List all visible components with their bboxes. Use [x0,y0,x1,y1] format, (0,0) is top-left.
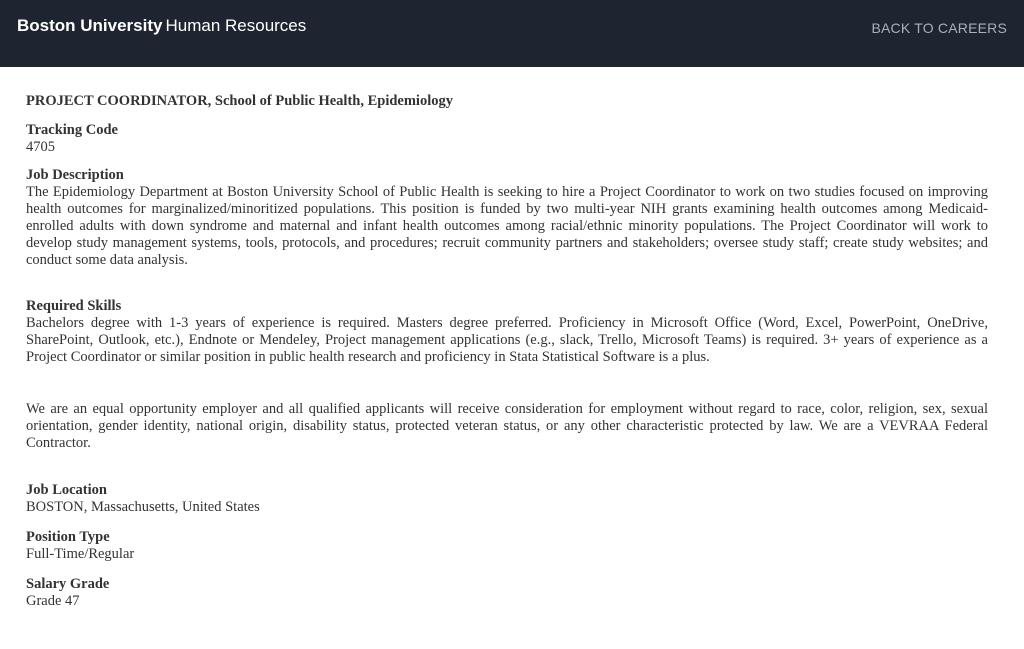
job-posting [26,92,988,610]
position-type-value: Full-Time/Regular [26,546,135,562]
job-description-label: Job Description [26,167,124,183]
job-title: PROJECT COORDINATOR, School of Public Health, Epidemiology [26,93,453,109]
required-skills-label: Required Skills [26,298,122,314]
brand-logo[interactable] [17,16,306,36]
eeo-statement: We are an equal opportunity employer and all qualified applicants will receive consideration for employment without regard to race, color, religion, sex, sexual orientation, gender identity, national origin, disability status, protected veteran status, or any other characteristic protected by law. We are a VEVRAA Federal Contractor. [26,401,988,451]
required-skills-text: Bachelors degree with 1-3 years of experience is required. Masters degree preferred. Proficiency in Microsoft Office (Word, Excel, PowerPoint, OneDrive, SharePoint, Outlook, etc.), Endnote or Mendeley, Project management applications (e.g., slack, Trello, Microsoft Teams) is required. 3+ years of experience as a Project Coordinator or similar position in public health research and proficiency in Stata Statistical Software is a plus. [26,315,988,365]
job-location-section [26,482,988,516]
required-skills-section [26,298,988,366]
job-location-label: Job Location [26,482,107,498]
eeo-section [26,401,988,452]
job-description-section [26,167,988,269]
brand-university: Boston University [17,16,163,35]
site-header [0,0,1024,67]
salary-grade-label: Salary Grade [26,576,110,592]
position-type-section [26,529,988,563]
salary-grade-section [26,576,988,610]
salary-grade-value: Grade 47 [26,593,80,609]
tracking-code-label: Tracking Code [26,122,118,138]
tracking-code-value: 4705 [26,139,55,155]
position-type-label: Position Type [26,529,110,545]
back-to-careers-link[interactable]: BACK TO CAREERS [871,20,1007,36]
job-description-text: The Epidemiology Department at Boston University School of Public Health is seeking to hire a Project Coordinator to work on two studies focused on improving health outcomes for marginalized/minoritized populations. This position is funded by two multi-year NIH grants examining health outcomes among Medicaid-enrolled adults with down syndrome and maternal and infant health outcomes among racial/ethnic minority populations. The Project Coordinator will work to develop study management systems, tools, protocols, and procedures; recruit community partners and stakeholders; oversee study staff; create study websites; and conduct some data analysis. [26,184,988,268]
tracking-code-section [26,122,988,156]
brand-department: Human Resources [165,16,307,35]
job-location-value: BOSTON, Massachusetts, United States [26,499,260,515]
